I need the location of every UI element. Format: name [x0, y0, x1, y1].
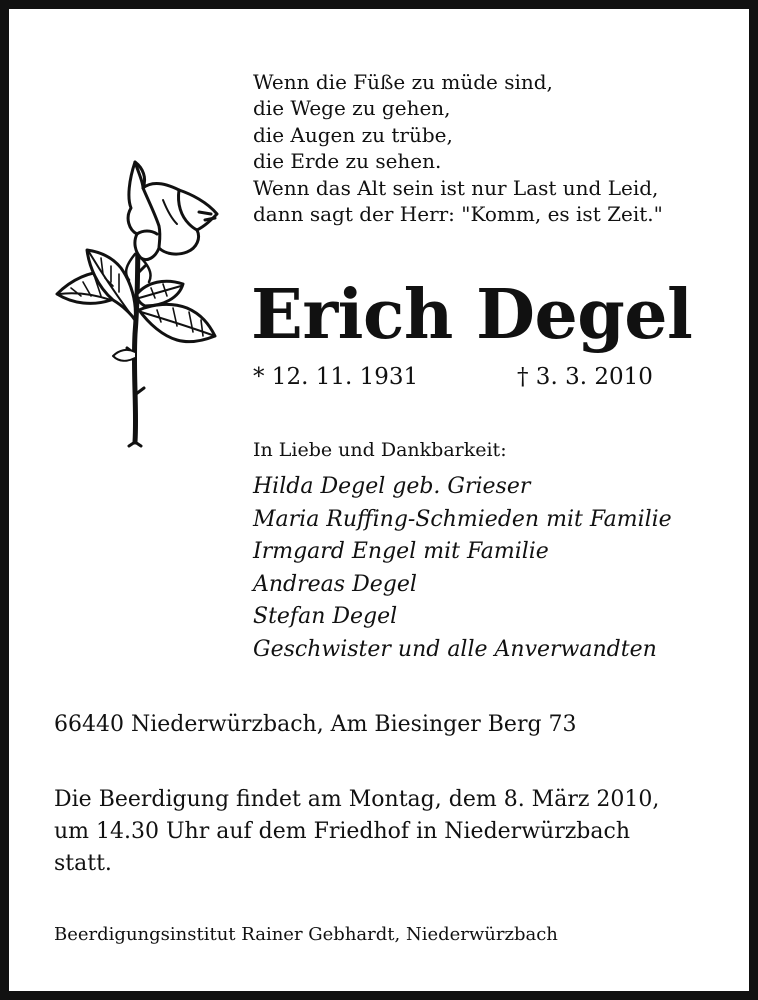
poem-line: dann sagt der Herr: "Komm, es ist Zeit."	[253, 202, 663, 227]
funeral-line: statt.	[54, 851, 112, 876]
mourners-intro: In Liebe und Dankbarkeit:	[253, 439, 507, 461]
mourner-name: Stefan Degel	[253, 604, 398, 629]
deceased-name: Erich Degel	[251, 275, 693, 355]
mourner-name: Maria Ruffing-Schmieden mit Familie	[253, 506, 672, 532]
poem-line: Wenn die Füße zu müde sind,	[253, 70, 553, 94]
birth-date: * 12. 11. 1931	[253, 364, 419, 390]
family-address: 66440 Niederwürzbach, Am Biesinger Berg 73	[54, 712, 577, 737]
funeral-line: Die Beerdigung findet am Montag, dem 8. März 2010,	[54, 787, 660, 812]
funeral-details	[54, 784, 659, 880]
mourner-name: Andreas Degel	[253, 571, 417, 597]
poem-line: die Wege zu gehen,	[253, 96, 451, 121]
poem	[253, 69, 663, 227]
mourners-list	[253, 471, 672, 666]
poem-line: Wenn das Alt sein ist nur Last und Leid,	[253, 175, 659, 200]
rose-icon	[31, 154, 226, 449]
mourner-name: Hilda Degel geb. Grieser	[253, 474, 531, 499]
mourner-name: Geschwister und alle Anverwandten	[253, 636, 657, 662]
funeral-line: um 14.30 Uhr auf dem Friedhof in Niederwürzbach	[54, 819, 630, 844]
poem-line: die Augen zu trübe,	[253, 122, 453, 147]
poem-line: die Erde zu sehen.	[253, 149, 442, 174]
mourner-name: Irmgard Engel mit Familie	[253, 539, 549, 564]
death-date: † 3. 3. 2010	[517, 364, 653, 390]
undertaker: Beerdigungsinstitut Rainer Gebhardt, Niederwürzbach	[54, 924, 558, 945]
